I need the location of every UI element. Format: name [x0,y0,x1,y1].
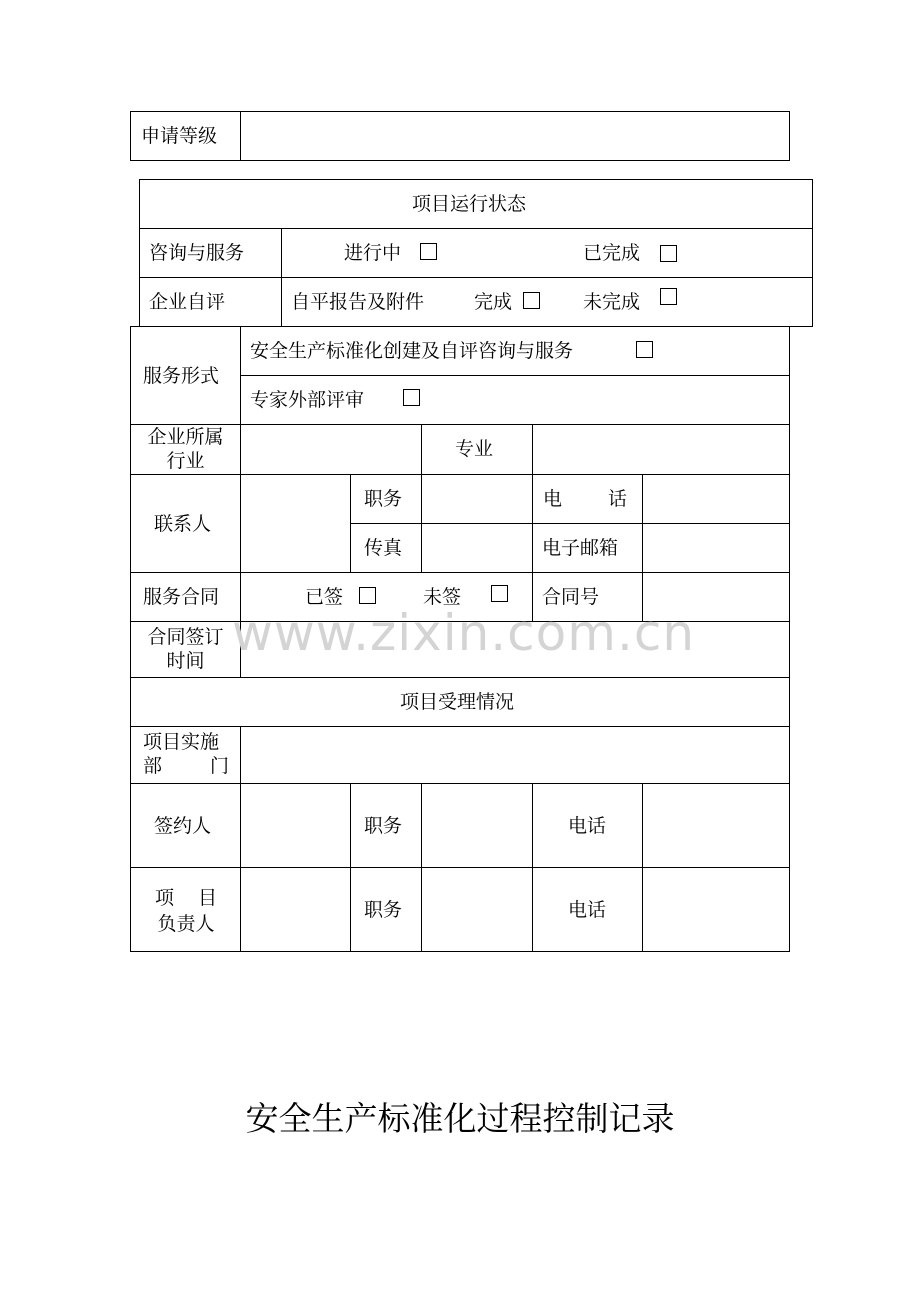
grid-line [130,677,790,678]
sign-time-label [131,625,240,673]
self-eval-incomplete-label: 未完成 [583,291,641,313]
signer-phone-label: 电话 [568,815,607,837]
grid-line [532,783,533,952]
contact-phone-input[interactable] [643,475,789,523]
service-option-consult-checkbox[interactable] [636,341,653,358]
dept-label-line1: 项目实施 [143,731,220,753]
industry-label [131,425,240,473]
service-option-review-label: 专家外部评审 [250,389,365,411]
signer-input[interactable] [241,784,350,867]
contract-signed-checkbox[interactable] [359,587,376,604]
apply-level-label: 申请等级 [141,125,218,147]
contact-phone-label [543,490,627,509]
self-eval-complete-checkbox[interactable] [523,292,540,309]
contact-input[interactable] [241,475,350,572]
leader-label-line2: 负责人 [157,913,215,935]
leader-label-char1: 项 [155,887,175,909]
contact-phone-label-char2: 话 [607,488,627,510]
dept-label [143,730,229,778]
self-eval-label: 企业自评 [149,291,226,313]
contact-email-input[interactable] [643,524,789,572]
dept-label-char2: 门 [209,755,229,777]
contract-label: 服务合同 [143,586,220,608]
consult-in-progress-label: 进行中 [344,242,402,264]
status-heading: 项目运行状态 [412,193,527,215]
contact-fax-label: 传真 [364,537,403,559]
contact-label: 联系人 [154,513,212,535]
dept-label-char1: 部 [143,755,163,777]
contact-position-input[interactable] [422,475,532,523]
leader-label-char2: 目 [197,887,217,909]
grid-line [281,228,282,327]
self-eval-incomplete-checkbox[interactable] [660,288,677,305]
contract-unsigned-label: 未签 [423,586,462,608]
industry-label-line2: 行业 [166,450,205,472]
industry-label-line1: 企业所属 [147,426,224,448]
contract-unsigned-checkbox[interactable] [491,585,508,602]
consult-in-progress-checkbox[interactable] [420,243,437,260]
leader-label [155,885,217,937]
watermark: www.zixin.com.cn [232,604,696,662]
sign-time-label-line2: 时间 [166,650,205,672]
signer-label: 签约人 [154,815,212,837]
signer-phone-input[interactable] [643,784,789,867]
consult-label: 咨询与服务 [149,242,245,264]
leader-input[interactable] [241,868,350,951]
contract-number-label: 合同号 [542,586,600,608]
self-eval-report-label: 自平报告及附件 [291,291,425,313]
grid-line [139,228,813,229]
grid-line [139,277,813,278]
leader-position-label: 职务 [364,899,403,921]
grid-line [240,375,790,376]
contact-fax-input[interactable] [422,524,532,572]
apply-level-input[interactable] [241,112,789,160]
acceptance-heading: 项目受理情况 [400,691,515,713]
service-form-label: 服务形式 [143,365,220,387]
major-label: 专业 [455,438,494,460]
document-title: 安全生产标准化过程控制记录 [245,1099,675,1138]
contact-email-label: 电子邮箱 [542,537,619,559]
leader-position-input[interactable] [422,868,532,951]
service-option-consult-label: 安全生产标准化创建及自评咨询与服务 [250,340,574,362]
dept-label-line2 [143,754,229,778]
sign-time-label-line1: 合同签订 [147,626,224,648]
major-input[interactable] [533,425,789,474]
leader-phone-input[interactable] [643,868,789,951]
signer-position-input[interactable] [422,784,532,867]
grid-line [350,783,351,952]
consult-done-label: 已完成 [583,242,641,264]
signer-position-label: 职务 [364,815,403,837]
service-option-review-checkbox[interactable] [403,389,420,406]
leader-phone-label: 电话 [568,899,607,921]
contact-position-label: 职务 [364,488,403,510]
grid-line [350,474,351,572]
contact-phone-label-char1: 电 [543,488,563,510]
leader-label-line1 [155,885,217,911]
consult-done-checkbox[interactable] [660,245,677,262]
contract-signed-label: 已签 [305,586,344,608]
dept-input[interactable] [241,727,789,783]
self-eval-complete-label: 完成 [474,291,513,313]
industry-input[interactable] [241,425,421,474]
